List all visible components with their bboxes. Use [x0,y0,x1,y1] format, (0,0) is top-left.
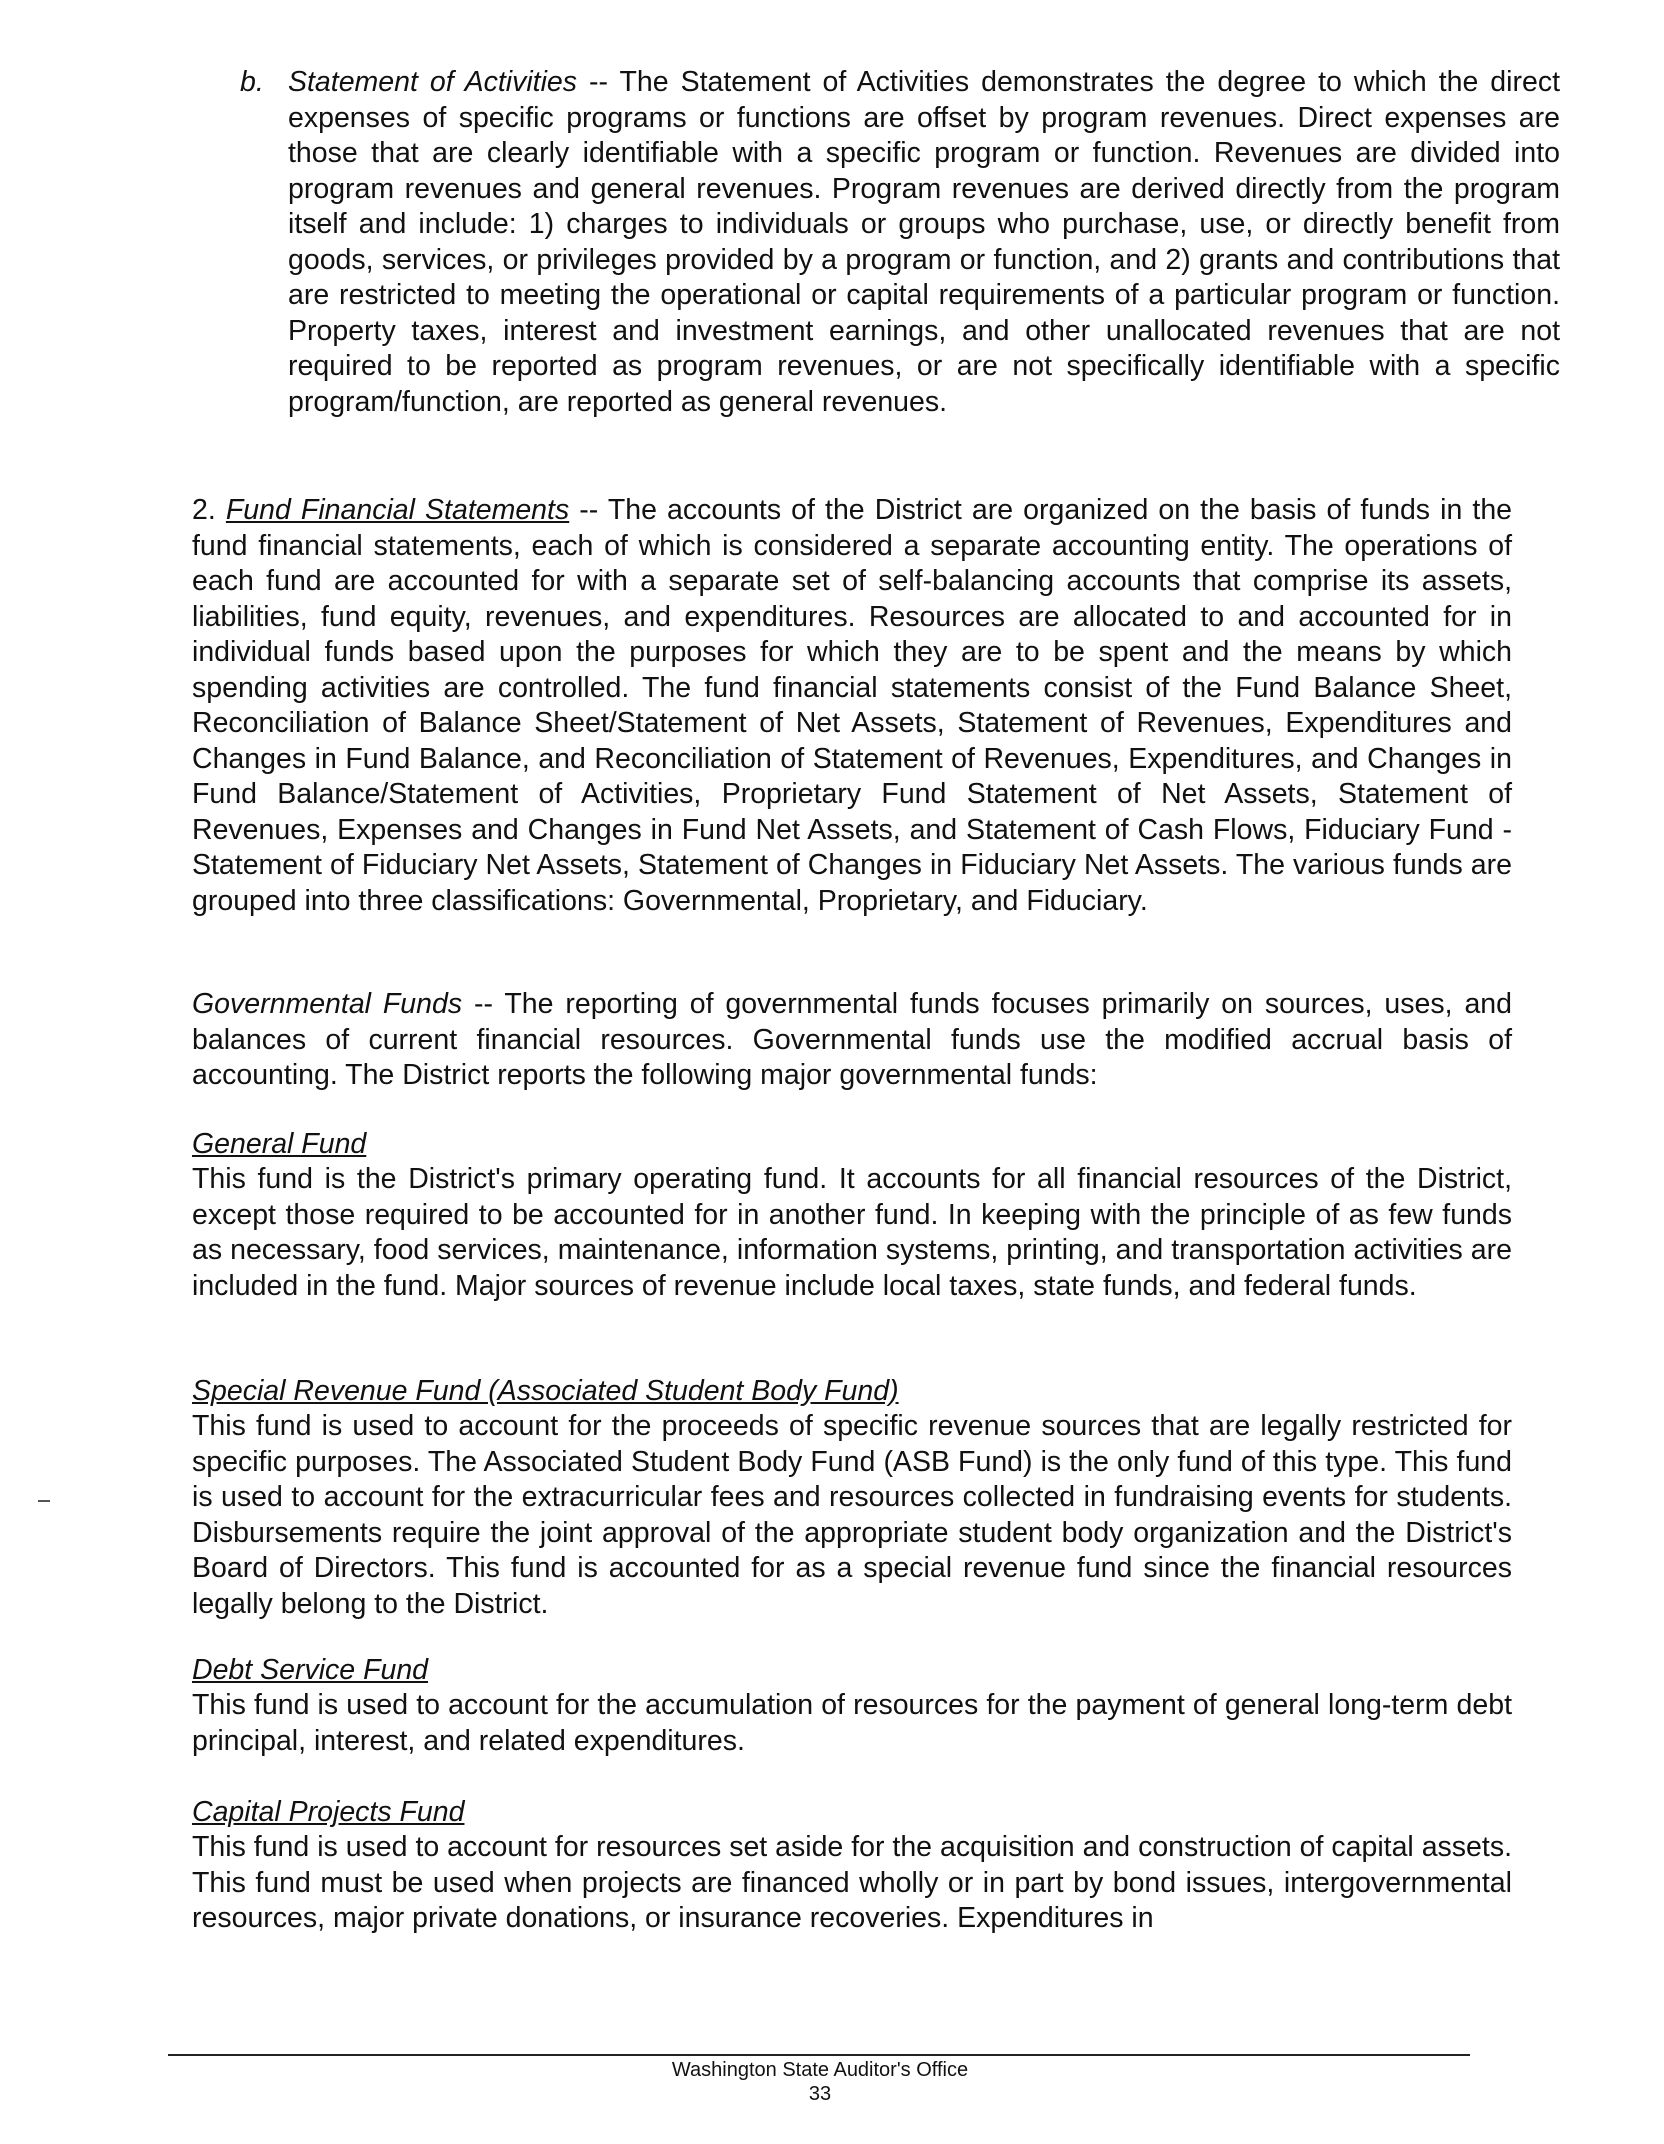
paragraph-title: Governmental Funds [192,988,463,1020]
capital-projects-fund-heading: Capital Projects Fund [192,1796,465,1828]
debt-service-fund-paragraph: This fund is used to account for the accumulation of resources for the payment of general long-term debt principal, interest, and related expenditures. [192,1689,1512,1757]
scan-artifact [38,1500,50,1502]
special-revenue-fund-paragraph: This fund is used to account for the proceeds of specific revenue sources that are legally restricted for specific purposes. The Associated Student Body Fund (ASB Fund) is the only fund of this type. This fund is used to account for the extracurricular fees and resources collected in fundraising events for students. Disbursements require the joint approval of the appropriate student body organization and the District's Board of Directors. This fund is accounted for as a special revenue fund since the financial resources legally belong to the District. [192,1410,1512,1620]
governmental-funds-paragraph [192,987,1512,1094]
page-number: 33 [808,2083,832,2105]
paragraph-body: -- The reporting of governmental funds focuses primarily on sources, uses, and balances of current financial resources. Governmental funds use the modified accrual basis of accounting. The District reports the following major governmental funds: [192,988,1512,1091]
capital-projects-fund-paragraph: This fund is used to account for resources set aside for the acquisition and construction of capital assets. This fund must be used when projects are financed wholly or in part by bond issues, intergovernmental resources, major private donations, or insurance recoveries. Expenditures in [192,1831,1512,1934]
general-fund-paragraph: This fund is the District's primary operating fund. It accounts for all financial resources of the District, except those required to be accounted for in another fund. In keeping with the principle of as few funds as necessary, food services, maintenance, information systems, printing, and transportation activities are included in the fund. Major sources of revenue include local taxes, state funds, and federal funds. [192,1163,1512,1302]
paragraph-title: Fund Financial Statements [225,494,570,526]
paragraph-title: Statement of Activities [288,66,578,98]
special-revenue-fund-heading: Special Revenue Fund (Associated Student Body Fund) [192,1375,899,1407]
footer-divider [168,2054,1470,2056]
footer-office-name: Washington State Auditor's Office [671,2059,969,2081]
debt-service-fund-heading: Debt Service Fund [192,1654,429,1686]
general-fund-heading: General Fund [192,1128,367,1160]
list-marker: b. [240,66,264,98]
paragraph-body: -- The accounts of the District are organized on the basis of funds in the fund financial statements, each of which is considered a separate accounting entity. The operations of each fund are accounted for with a separate set of self-balancing accounts that comprise its assets, liabilities, fund equity, revenues, and expenditures. Resources are allocated to and accounted for in individual funds based upon the purposes for which they are to be spent and the means by which spending activities are controlled. The fund financial statements consist of the Fund Balance Sheet, Reconciliation of Balance Sheet/Statement of Net Assets, Statement of Revenues, Expenditures and Changes in Fund Balance, and Reconciliation of Statement of Revenues, Expenditures, and Changes in Fund Balance/Statement of Activities, Proprietary Fund Statement of Net Assets, Statement of Revenues, Expenses and Changes in Fund Net Assets, and Statement of Cash Flows, Fiduciary Fund - Statement of Fiduciary Net Assets, Statement of Changes in Fiduciary Net Assets. The various funds are grouped into three classifications: Governmental, Proprietary, and Fiduciary. [192,494,1513,917]
paragraph-body: -- The Statement of Activities demonstrates the degree to which the direct expenses of specific programs or functions are offset by program revenues. Direct expenses are those that are clearly identifiable with a specific program or function. Revenues are divided into program revenues and general revenues. Program revenues are derived directly from the program itself and include: 1) charges to individuals or groups who purchase, use, or directly benefit from goods, services, or privileges provided by a program or function, and 2) grants and contributions that are restricted to meeting the operational or capital requirements of a particular program or function. Property taxes, interest and investment earnings, and other unallocated revenues that are not required to be reported as program revenues, or are not specifically identifiable with a specific program/function, are reported as general revenues. [288,66,1560,418]
fund-financial-statements-paragraph [192,493,1512,919]
list-marker: 2. [192,494,216,526]
statement-of-activities-paragraph [240,65,1560,420]
